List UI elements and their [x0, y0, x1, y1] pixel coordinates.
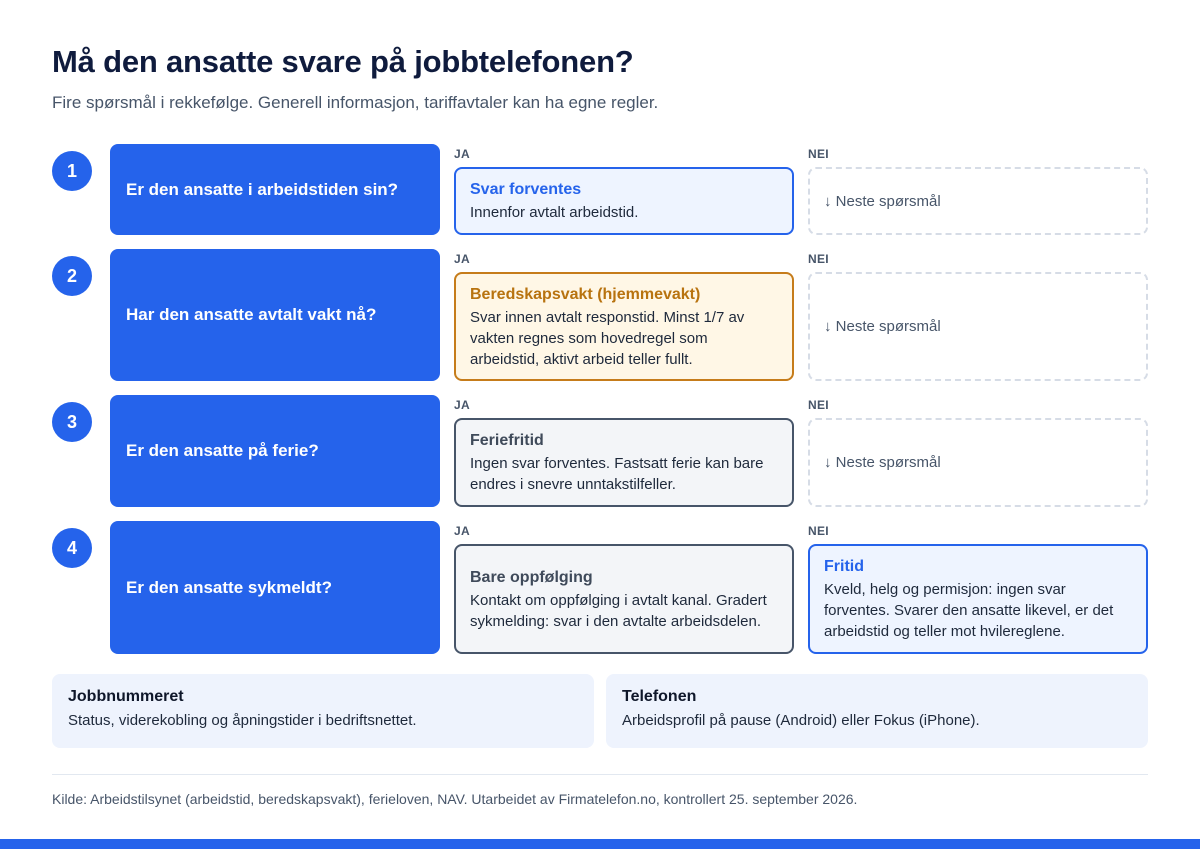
info-box-jobbnummeret [52, 674, 594, 748]
outcome-title: Feriefritid [470, 432, 544, 449]
bottom-accent-bar [0, 839, 1200, 849]
no-label: NEI [808, 252, 829, 266]
yes-outcome-card [454, 272, 794, 381]
outcome-title: Bare oppfølging [470, 568, 593, 586]
step-number: 4 [52, 528, 92, 568]
footer-divider [52, 774, 1148, 775]
next-question-text: ↓ Neste spørsmål [824, 454, 941, 471]
outcome-body: Ingen svar forventes. Fastsatt ferie kan bare endres i snevre unntakstilfeller. [470, 455, 764, 493]
source-text: Kilde: Arbeidstilsynet (arbeidstid, beredskapsvakt), ferieloven, NAV. Utarbeidet av Firmatelefon.no, kontrollert 25. september 2026. [52, 791, 858, 807]
yes-outcome-card [454, 544, 794, 654]
yes-label: JA [454, 524, 470, 538]
step-number: 3 [52, 402, 92, 442]
question-box: Er den ansatte sykmeldt? [110, 521, 440, 654]
question-box: Har den ansatte avtalt vakt nå? [110, 249, 440, 381]
no-label: NEI [808, 524, 829, 538]
outcome-body: Innenfor avtalt arbeidstid. [470, 204, 639, 221]
question-row-2 [52, 249, 1148, 381]
question-box: Er den ansatte på ferie? [110, 395, 440, 507]
next-question-text: ↓ Neste spørsmål [824, 318, 941, 335]
yes-label: JA [454, 147, 470, 161]
question-row-4 [52, 521, 1148, 654]
no-next-card [808, 272, 1148, 381]
outcome-title: Svar forventes [470, 181, 582, 198]
outcome-title: Beredskapsvakt (hjemmevakt) [470, 285, 701, 303]
question-row-1 [52, 144, 1148, 235]
yes-outcome-card [454, 167, 794, 235]
page-title: Må den ansatte svare på jobbtelefonen? [52, 44, 634, 79]
yes-label: JA [454, 252, 470, 266]
info-box-telefonen [606, 674, 1148, 748]
outcome-title: Fritid [824, 558, 864, 575]
question-row-3 [52, 395, 1148, 507]
no-outcome-card [808, 544, 1148, 654]
no-next-card [808, 418, 1148, 507]
outcome-body: Kontakt om oppfølging i avtalt kanal. Gradert sykmelding: svar i den avtalte arbeidsdelen. [470, 591, 767, 630]
no-label: NEI [808, 147, 829, 161]
info-body: Status, viderekobling og åpningstider i bedriftsnettet. [68, 712, 417, 729]
next-question-text: ↓ Neste spørsmål [824, 192, 941, 210]
info-title: Telefonen [622, 688, 697, 705]
no-label: NEI [808, 398, 829, 412]
step-number: 2 [52, 256, 92, 296]
yes-label: JA [454, 398, 470, 412]
step-number: 1 [52, 151, 92, 191]
info-body: Arbeidsprofil på pause (Android) eller Fokus (iPhone). [622, 712, 980, 729]
outcome-body: Kveld, helg og permisjon: ingen svar forventes. Svarer den ansatte likevel, er det arbeidstid og teller mot hvilereglene. [824, 581, 1114, 640]
yes-outcome-card [454, 418, 794, 507]
outcome-body: Svar innen avtalt responstid. Minst 1/7 av vakten regnes som hovedregel som arbeidstid, aktivt arbeid teller fullt. [470, 308, 745, 368]
page-subtitle: Fire spørsmål i rekkefølge. Generell informasjon, tariffavtaler kan ha egne regler. [52, 93, 659, 112]
no-next-card [808, 167, 1148, 235]
info-title: Jobbnummeret [68, 688, 184, 705]
question-box: Er den ansatte i arbeidstiden sin? [110, 144, 440, 235]
